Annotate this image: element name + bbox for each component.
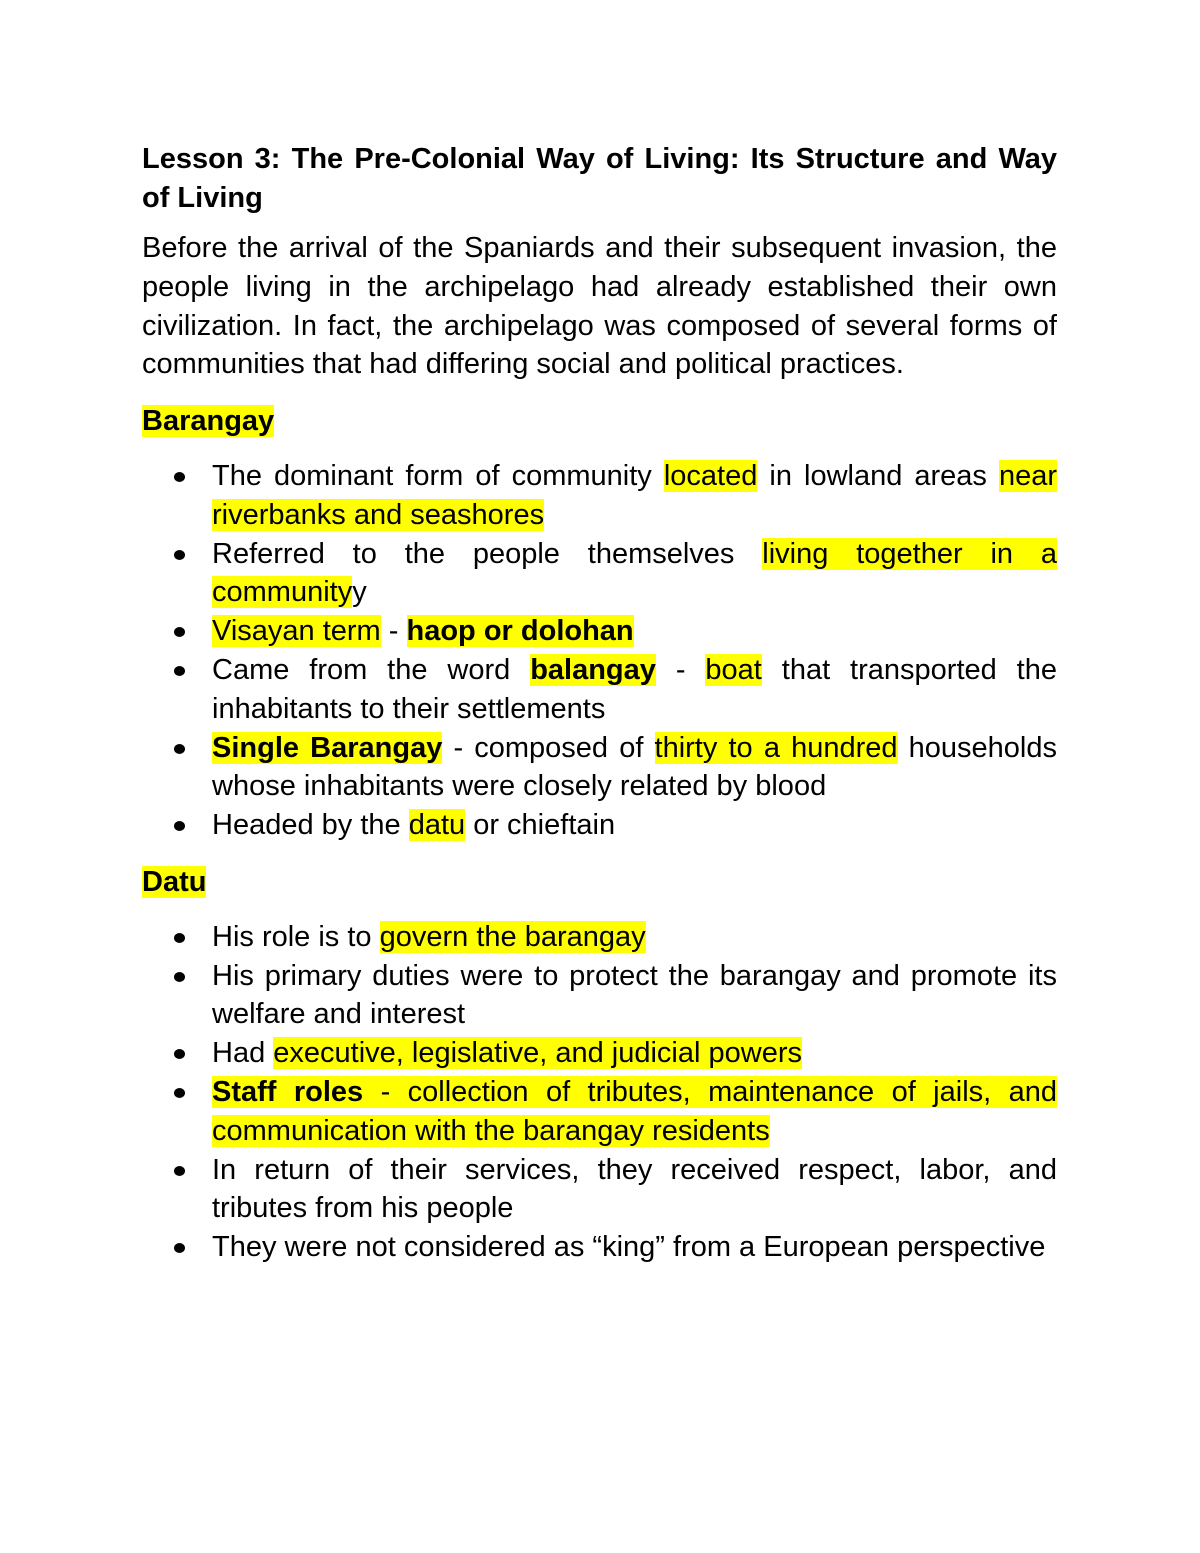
highlighted-bold-text: Staff roles bbox=[212, 1075, 364, 1108]
datu-bullet-list bbox=[142, 918, 1057, 1267]
highlighted-text: - collection of tributes, maintenance of jails, and communication with the barangay residents bbox=[212, 1075, 1057, 1147]
highlighted-text: govern the barangay bbox=[379, 920, 646, 953]
list-item bbox=[142, 612, 1057, 651]
bullet-text: y bbox=[352, 576, 367, 609]
heading-highlight: Datu bbox=[142, 865, 207, 898]
highlighted-text: thirty to a hundred bbox=[654, 731, 898, 764]
list-item bbox=[142, 535, 1057, 613]
highlighted-bold-text: Single Barangay bbox=[212, 731, 443, 764]
bullet-icon bbox=[174, 1049, 185, 1059]
list-item bbox=[142, 1034, 1057, 1073]
bullet-text: that transported the inhabitants to their settlements bbox=[212, 653, 1057, 725]
bullet-icon bbox=[174, 972, 185, 982]
bullet-icon bbox=[174, 666, 185, 676]
bullet-icon bbox=[174, 472, 185, 482]
bullet-icon bbox=[174, 744, 185, 754]
bullet-text: - composed of bbox=[442, 731, 655, 764]
highlighted-text: executive, legislative, and judicial powers bbox=[273, 1037, 802, 1070]
bullet-icon bbox=[174, 1243, 185, 1253]
highlighted-text: located bbox=[663, 459, 758, 492]
bullet-text: - bbox=[655, 653, 706, 686]
bullet-icon bbox=[174, 821, 185, 831]
document-page bbox=[142, 140, 1057, 1285]
highlighted-text: datu bbox=[408, 809, 466, 842]
section-heading-barangay bbox=[142, 402, 1057, 441]
heading-highlight: Barangay bbox=[142, 405, 275, 438]
bullet-text: They were not considered as “king” from a European perspective bbox=[212, 1231, 1046, 1264]
list-item bbox=[142, 806, 1057, 845]
bullet-text: Came from the word bbox=[212, 653, 531, 686]
highlighted-text: boat bbox=[705, 653, 762, 686]
bullet-text: The dominant form of community bbox=[212, 459, 664, 492]
bullet-text: - bbox=[380, 615, 407, 648]
bullet-icon bbox=[174, 1166, 185, 1176]
bullet-icon bbox=[174, 933, 185, 943]
highlighted-text: living together in a community bbox=[212, 537, 1057, 609]
list-item bbox=[142, 1228, 1057, 1267]
highlighted-text: near riverbanks and seashores bbox=[212, 459, 1058, 531]
bullet-icon bbox=[174, 550, 185, 560]
section-heading-datu bbox=[142, 863, 1057, 902]
bullet-icon bbox=[174, 627, 185, 637]
highlighted-text: Visayan term bbox=[212, 615, 381, 648]
bullet-text: or chieftain bbox=[465, 809, 616, 842]
bullet-text: Referred to the people themselves bbox=[212, 537, 763, 570]
list-item bbox=[142, 729, 1057, 807]
highlighted-bold-text: balangay bbox=[530, 653, 656, 686]
list-item bbox=[142, 1073, 1057, 1151]
list-item bbox=[142, 651, 1057, 729]
lesson-title: Lesson 3: The Pre-Colonial Way of Living: Its Structure and Way of Living bbox=[142, 143, 1057, 214]
bullet-text: in lowland areas bbox=[757, 459, 999, 492]
bullet-text: In return of their services, they received respect, labor, and tributes from his people bbox=[212, 1153, 1057, 1225]
highlighted-bold-text: haop or dolohan bbox=[406, 615, 634, 648]
bullet-text: Had bbox=[212, 1037, 274, 1070]
bullet-text: Headed by the bbox=[212, 809, 409, 842]
list-item bbox=[142, 1151, 1057, 1229]
bullet-text: households whose inhabitants were closely related by blood bbox=[212, 731, 1057, 803]
bullet-text: His role is to bbox=[212, 920, 380, 953]
intro-paragraph: Before the arrival of the Spaniards and their subsequent invasion, the people living in the archipelago had already established their own civilization. In fact, the archipelago was composed of several forms of communities that had differing social and political practices. bbox=[142, 232, 1057, 381]
list-item bbox=[142, 957, 1057, 1035]
list-item bbox=[142, 457, 1057, 535]
list-item bbox=[142, 918, 1057, 957]
bullet-text: His primary duties were to protect the barangay and promote its welfare and interest bbox=[212, 959, 1057, 1031]
barangay-bullet-list bbox=[142, 457, 1057, 845]
bullet-icon bbox=[174, 1088, 185, 1098]
